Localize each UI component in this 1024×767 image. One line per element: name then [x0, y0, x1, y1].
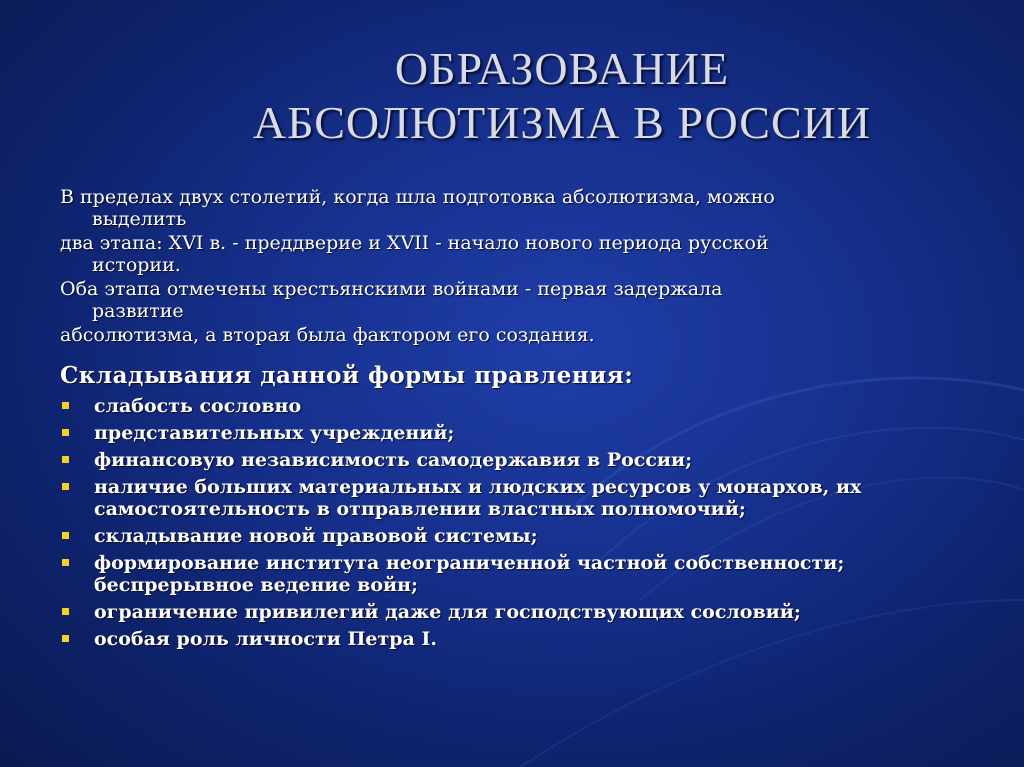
list-item	[60, 525, 960, 547]
title-line-2: АБСОЛЮТИЗМА В РОССИИ	[252, 97, 872, 148]
bullet-square-icon	[62, 635, 69, 642]
intro-paragraph	[60, 278, 960, 321]
section-subheading: Складывания данной формы правления:	[60, 362, 634, 389]
bullet-square-icon	[62, 608, 69, 615]
list-item-text: слабость сословно	[94, 395, 302, 417]
intro-line: Оба этапа отмечены крестьянскими войнами - первая задержала	[60, 278, 723, 300]
bullet-square-icon	[62, 559, 69, 566]
list-item-text: представительных учреждений;	[94, 422, 455, 444]
title-line-1: ОБРАЗОВАНИЕ	[394, 43, 730, 94]
intro-line: В пределах двух столетий, когда шла подготовка абсолютизма, можно	[60, 186, 775, 208]
bullet-square-icon	[62, 483, 69, 490]
list-item	[60, 422, 960, 444]
bullet-square-icon	[62, 456, 69, 463]
intro-line-continuation: выделить	[92, 208, 187, 230]
list-item	[60, 476, 960, 520]
list-item-text: складывание новой правовой системы;	[94, 525, 538, 547]
intro-paragraph	[60, 186, 960, 229]
intro-paragraph	[60, 232, 960, 275]
list-item	[60, 395, 960, 417]
bullet-square-icon	[62, 429, 69, 436]
list-item-text: финансовую независимость самодержавия в России;	[94, 449, 693, 471]
intro-text	[60, 186, 960, 350]
intro-line: абсолютизма, а вторая была фактором его создания.	[60, 324, 595, 346]
bullet-list	[60, 395, 960, 655]
slide-title	[0, 42, 1024, 150]
intro-line-continuation: истории.	[92, 254, 181, 276]
intro-line-continuation: развитие	[92, 300, 184, 322]
bullet-square-icon	[62, 532, 69, 539]
list-item	[60, 601, 960, 623]
bullet-square-icon	[62, 402, 69, 409]
list-item-text: формирование института неограниченной частной собственности; беспрерывное ведение войн;	[94, 552, 845, 596]
list-item	[60, 628, 960, 650]
intro-paragraph	[60, 324, 960, 347]
list-item-text: ограничение привилегий даже для господствующих сословий;	[94, 601, 801, 623]
list-item-text: наличие больших материальных и людских ресурсов у монархов, их самостоятельность в отправлении властных полномочий;	[94, 476, 862, 520]
intro-line: два этапа: XVI в. - преддверие и XVII - начало нового периода русской	[60, 232, 769, 254]
list-item	[60, 552, 960, 596]
list-item-text: особая роль личности Петра I.	[94, 628, 437, 650]
list-item	[60, 449, 960, 471]
